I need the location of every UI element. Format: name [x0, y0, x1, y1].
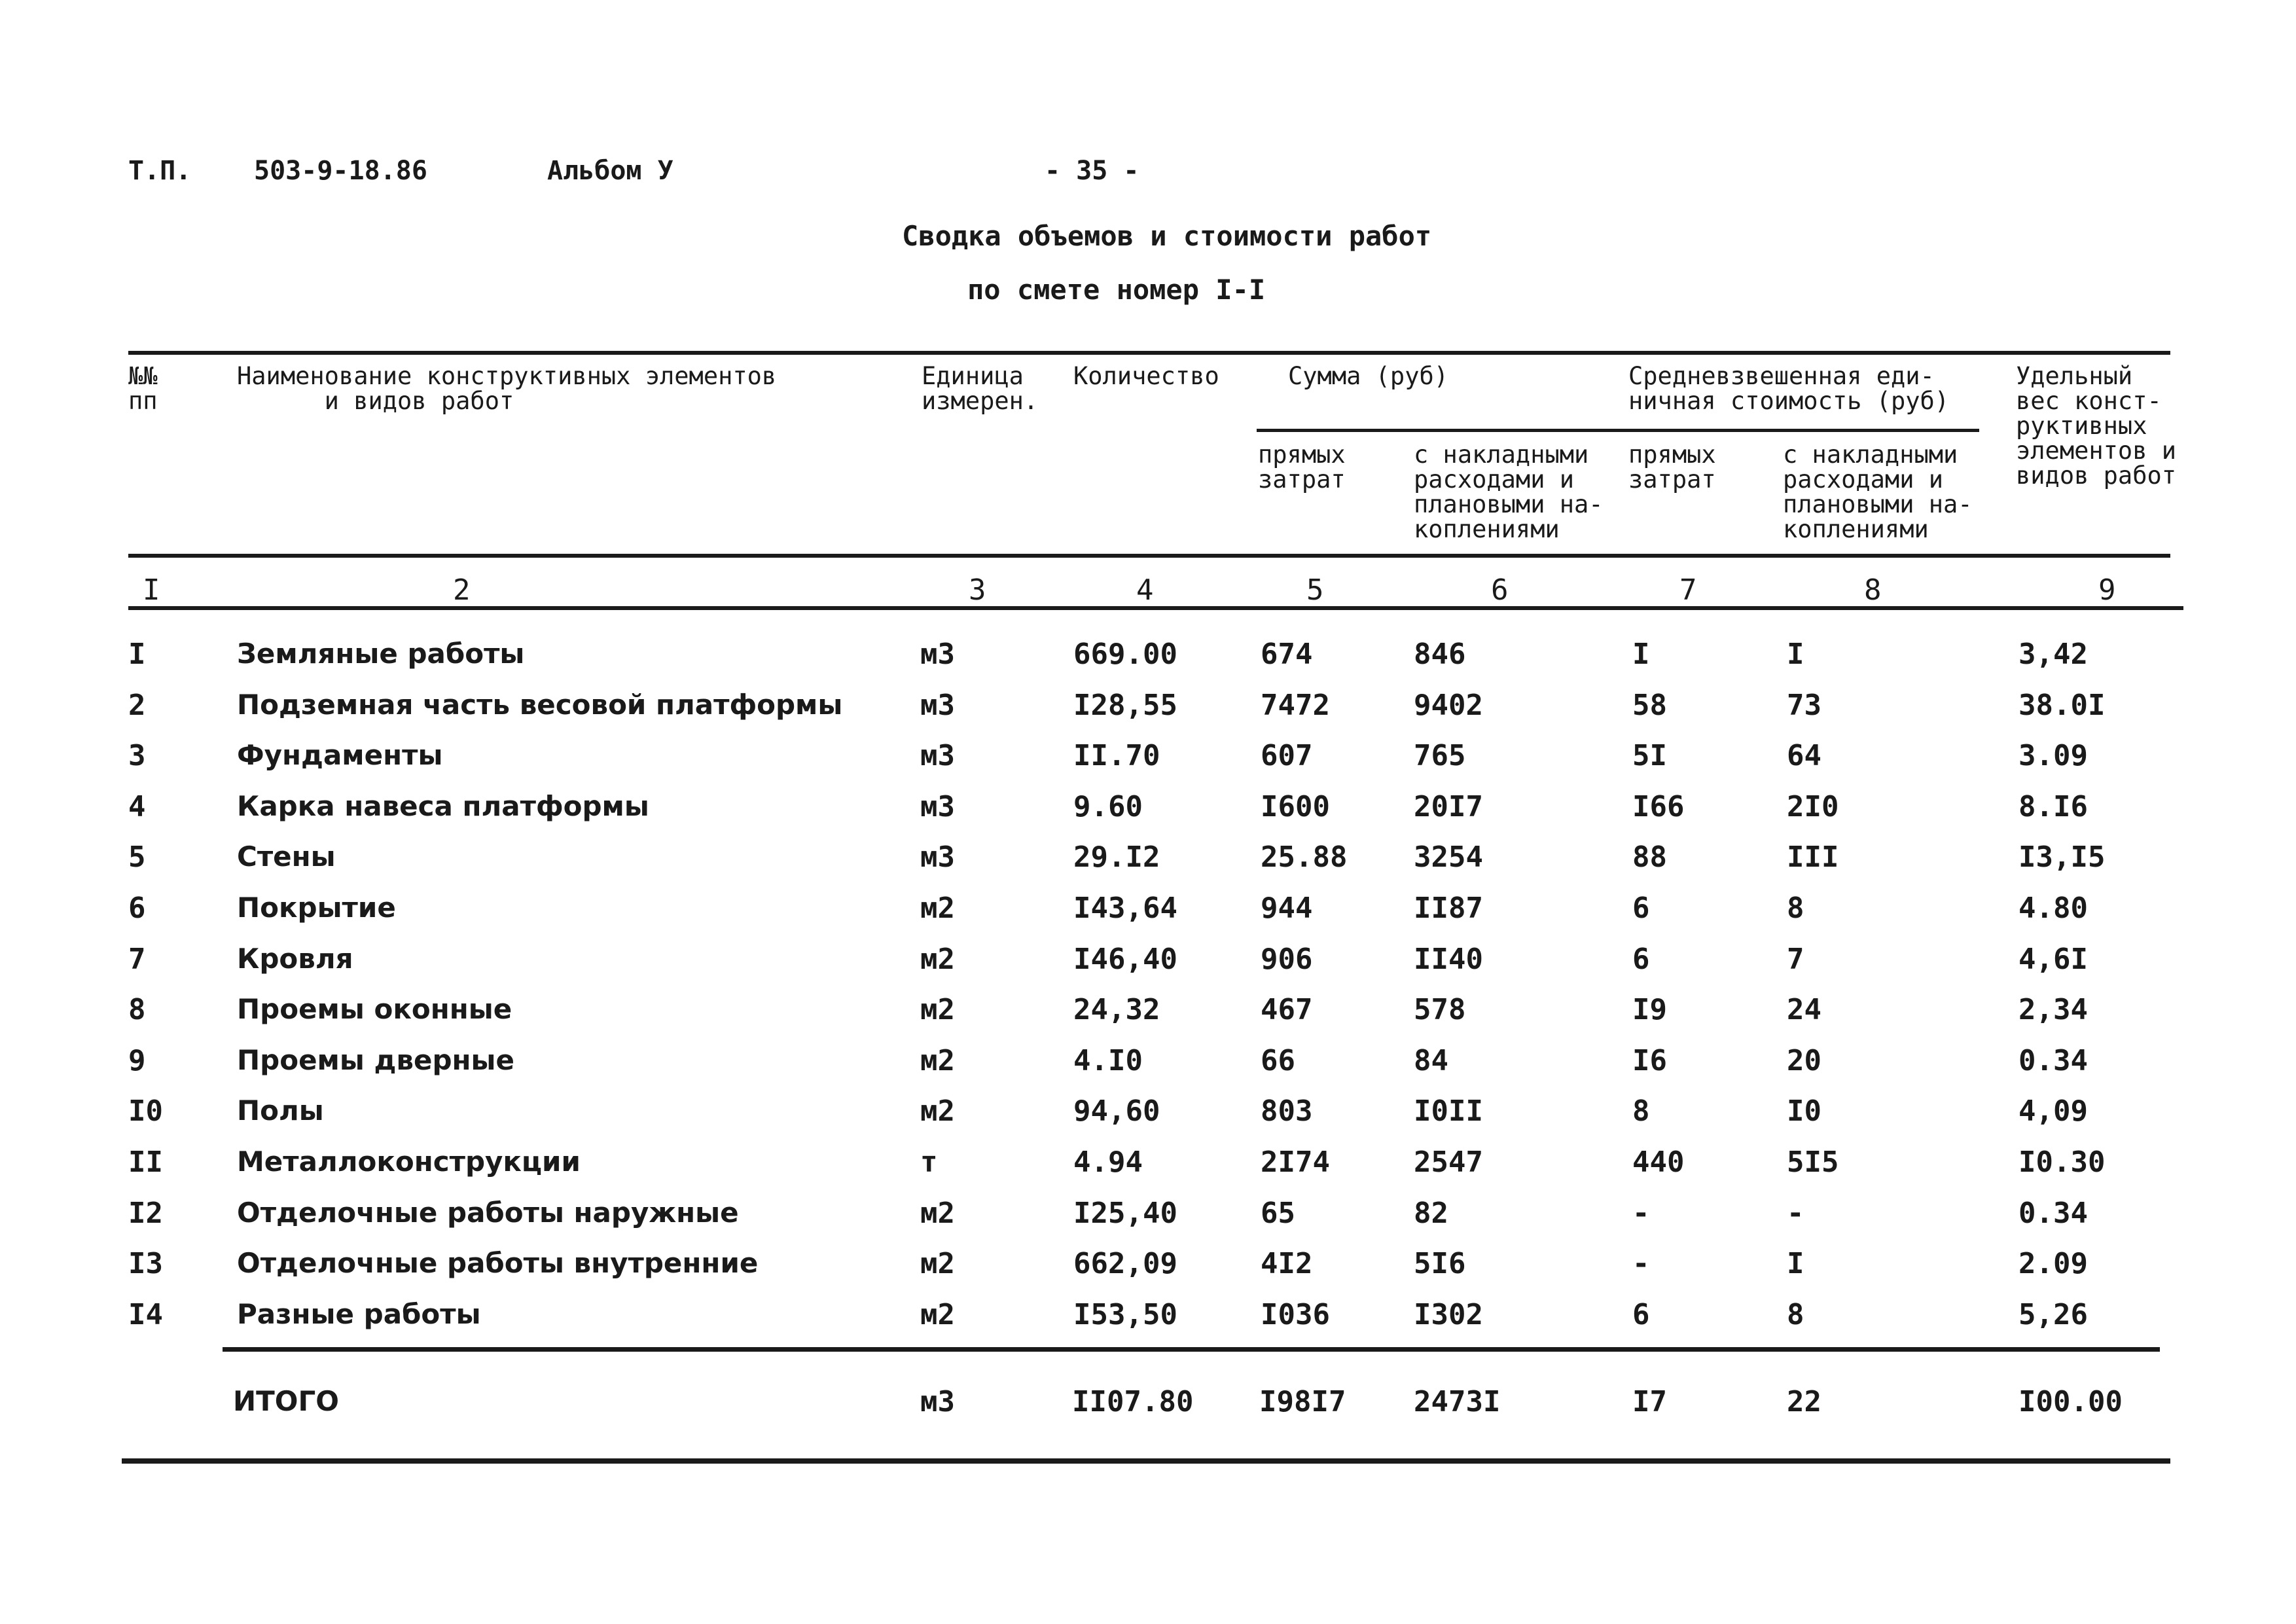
row-sum-overhead: 9402 — [1414, 689, 1483, 722]
row-avg-overhead: 73 — [1787, 689, 1821, 722]
row-sum-direct: 674 — [1261, 638, 1313, 671]
col-header-name: Наименование конструктивных элементов и видов работ — [237, 362, 777, 415]
row-avg-overhead: 7 — [1787, 943, 1804, 976]
row-sum-direct: 66 — [1261, 1044, 1295, 1077]
col-header-avg: Средневзвешенная еди- ничная стоимость (руб) — [1628, 362, 1950, 415]
row-name: Фундаменты — [237, 739, 443, 771]
row-weight: 3.09 — [2018, 739, 2088, 772]
row-qty: 94,60 — [1073, 1094, 1160, 1128]
row-avg-overhead: 8 — [1787, 1298, 1804, 1331]
row-avg-overhead: III — [1787, 840, 1839, 874]
col-header-qty: Количество — [1073, 362, 1219, 390]
row-sum-overhead: 846 — [1414, 638, 1466, 671]
row-qty: 662,09 — [1073, 1247, 1177, 1280]
row-number: 2 — [128, 689, 146, 722]
row-weight: 2,34 — [2018, 993, 2088, 1026]
row-number: 5 — [128, 840, 146, 874]
row-avg-overhead: I — [1787, 1247, 1804, 1280]
col-number-6: 6 — [1491, 573, 1509, 607]
row-qty: 9.60 — [1073, 790, 1143, 823]
row-sum-overhead: II87 — [1414, 892, 1483, 925]
col-header-sum: Сумма (руб) — [1288, 362, 1449, 390]
row-avg-overhead: - — [1787, 1197, 1804, 1230]
row-sum-overhead: I0II — [1414, 1094, 1483, 1128]
row-qty: I28,55 — [1073, 689, 1177, 722]
row-avg-direct: - — [1632, 1197, 1650, 1230]
row-sum-direct: 65 — [1261, 1197, 1295, 1230]
row-name: Металлоконструкции — [237, 1146, 581, 1178]
row-number: I4 — [128, 1298, 163, 1331]
row-weight: 4,09 — [2018, 1094, 2088, 1128]
row-name: Земляные работы — [237, 638, 525, 670]
row-qty: I25,40 — [1073, 1197, 1177, 1230]
row-sum-overhead: 5I6 — [1414, 1247, 1466, 1280]
col-header-num: №№ пп — [128, 362, 158, 415]
row-unit: м2 — [920, 1197, 955, 1230]
row-unit: м3 — [920, 739, 955, 772]
col-header-unit: Единица измерен. — [922, 362, 1039, 415]
row-weight: 4,6I — [2018, 943, 2088, 976]
row-unit: м3 — [920, 689, 955, 722]
col-number-1: I — [143, 573, 160, 607]
row-weight: 8.I6 — [2018, 790, 2088, 823]
total-avg-direct: I7 — [1632, 1385, 1667, 1418]
col-header-avg-direct: прямых затрат — [1628, 441, 1716, 494]
row-avg-overhead: 5I5 — [1787, 1146, 1839, 1179]
row-unit: м2 — [920, 993, 955, 1026]
sum-group-rule — [1257, 429, 1979, 432]
row-number: 9 — [128, 1044, 146, 1077]
total-weight: I00.00 — [2018, 1385, 2123, 1418]
row-weight: 2.09 — [2018, 1247, 2088, 1280]
row-number: 6 — [128, 892, 146, 925]
total-separator-rule — [223, 1347, 2160, 1352]
row-name: Карка навеса платформы — [237, 790, 649, 822]
row-avg-direct: 440 — [1632, 1146, 1685, 1179]
row-avg-direct: I6 — [1632, 1044, 1667, 1077]
row-sum-overhead: 2547 — [1414, 1146, 1483, 1179]
total-avg-overhead: 22 — [1787, 1385, 1821, 1418]
row-qty: 24,32 — [1073, 993, 1160, 1026]
row-sum-direct: I600 — [1261, 790, 1330, 823]
col-number-4: 4 — [1136, 573, 1154, 607]
total-sum-overhead: 2473I — [1414, 1385, 1501, 1418]
row-avg-direct: 5I — [1632, 739, 1667, 772]
row-avg-direct: 88 — [1632, 840, 1667, 874]
row-sum-overhead: 82 — [1414, 1197, 1448, 1230]
row-weight: 38.0I — [2018, 689, 2106, 722]
row-sum-direct: 25.88 — [1261, 840, 1348, 874]
row-number: I3 — [128, 1247, 163, 1280]
row-avg-direct: 6 — [1632, 892, 1650, 925]
row-number: 4 — [128, 790, 146, 823]
total-sum-direct: I98I7 — [1259, 1385, 1346, 1418]
row-unit: м2 — [920, 1247, 955, 1280]
col-number-2: 2 — [453, 573, 471, 607]
row-sum-direct: 803 — [1261, 1094, 1313, 1128]
table-bottom-rule — [122, 1458, 2170, 1464]
total-unit: м3 — [920, 1385, 955, 1418]
row-avg-overhead: I — [1787, 638, 1804, 671]
col-number-3: 3 — [969, 573, 986, 607]
row-sum-overhead: 578 — [1414, 993, 1466, 1026]
row-number: I — [128, 638, 146, 671]
row-unit: т — [920, 1146, 938, 1179]
row-number: 8 — [128, 993, 146, 1026]
row-name: Стены — [237, 840, 336, 873]
col-header-sum-overhead: с накладными расходами и плановыми на- коплениями — [1414, 441, 1604, 543]
row-qty: II.70 — [1073, 739, 1160, 772]
row-sum-overhead: 3254 — [1414, 840, 1483, 874]
row-name: Отделочные работы наружные — [237, 1197, 739, 1229]
row-avg-overhead: 24 — [1787, 993, 1821, 1026]
row-name: Кровля — [237, 943, 353, 975]
col-number-7: 7 — [1679, 573, 1697, 607]
row-unit: м2 — [920, 892, 955, 925]
col-number-8: 8 — [1864, 573, 1882, 607]
row-avg-direct: I9 — [1632, 993, 1667, 1026]
row-sum-direct: 607 — [1261, 739, 1313, 772]
col-header-weight: Удельный вес конст- руктивных элементов и видов работ — [2016, 362, 2177, 490]
row-qty: I46,40 — [1073, 943, 1177, 976]
row-weight: I0.30 — [2018, 1146, 2106, 1179]
row-unit: м2 — [920, 1094, 955, 1128]
row-sum-overhead: I302 — [1414, 1298, 1483, 1331]
row-sum-overhead: 20I7 — [1414, 790, 1483, 823]
col-header-sum-direct: прямых затрат — [1258, 441, 1346, 494]
row-qty: 4.94 — [1073, 1146, 1143, 1179]
table-title: Сводка объемов и стоимости работ — [902, 220, 1432, 252]
row-sum-direct: 7472 — [1261, 689, 1330, 722]
row-unit: м2 — [920, 1044, 955, 1077]
row-name: Отделочные работы внутренние — [237, 1247, 759, 1279]
row-avg-direct: I66 — [1632, 790, 1685, 823]
row-avg-direct: 6 — [1632, 1298, 1650, 1331]
row-number: I2 — [128, 1197, 163, 1230]
row-sum-direct: 944 — [1261, 892, 1313, 925]
row-weight: 3,42 — [2018, 638, 2088, 671]
row-sum-overhead: 765 — [1414, 739, 1466, 772]
row-name: Покрытие — [237, 892, 396, 924]
row-avg-direct: - — [1632, 1247, 1650, 1280]
row-unit: м2 — [920, 943, 955, 976]
col-number-5: 5 — [1306, 573, 1324, 607]
row-avg-direct: I — [1632, 638, 1650, 671]
row-unit: м3 — [920, 840, 955, 874]
col-header-avg-overhead: с накладными расходами и плановыми на- коплениями — [1783, 441, 1973, 543]
row-qty: I43,64 — [1073, 892, 1177, 925]
row-number: II — [128, 1146, 163, 1179]
row-weight: 0.34 — [2018, 1197, 2088, 1230]
row-avg-direct: 58 — [1632, 689, 1667, 722]
total-label: ИТОГО — [233, 1385, 339, 1417]
row-avg-overhead: 64 — [1787, 739, 1821, 772]
total-qty: II07.80 — [1072, 1385, 1194, 1418]
row-weight: 5,26 — [2018, 1298, 2088, 1331]
doc-code: 503-9-18.86 — [254, 156, 427, 186]
row-unit: м3 — [920, 790, 955, 823]
row-sum-overhead: 84 — [1414, 1044, 1448, 1077]
row-name: Подземная часть весовой платформы — [237, 689, 843, 721]
row-avg-direct: 6 — [1632, 943, 1650, 976]
row-name: Проемы оконные — [237, 993, 512, 1025]
row-avg-overhead: 8 — [1787, 892, 1804, 925]
row-weight: 4.80 — [2018, 892, 2088, 925]
row-avg-overhead: 20 — [1787, 1044, 1821, 1077]
row-sum-direct: I036 — [1261, 1298, 1330, 1331]
table-top-rule — [128, 351, 2170, 355]
page-number: - 35 - — [1045, 156, 1139, 186]
header-bottom-rule — [128, 554, 2170, 558]
row-avg-overhead: I0 — [1787, 1094, 1821, 1128]
row-sum-direct: 906 — [1261, 943, 1313, 976]
row-weight: 0.34 — [2018, 1044, 2088, 1077]
row-avg-overhead: 2I0 — [1787, 790, 1839, 823]
row-weight: I3,I5 — [2018, 840, 2106, 874]
row-qty: 669.00 — [1073, 638, 1177, 671]
row-number: I0 — [128, 1094, 163, 1128]
row-number: 3 — [128, 739, 146, 772]
row-sum-direct: 4I2 — [1261, 1247, 1313, 1280]
row-avg-direct: 8 — [1632, 1094, 1650, 1128]
row-name: Полы — [237, 1094, 324, 1127]
row-name: Проемы дверные — [237, 1044, 515, 1076]
col-number-9: 9 — [2098, 573, 2116, 607]
row-qty: I53,50 — [1073, 1298, 1177, 1331]
row-number: 7 — [128, 943, 146, 976]
row-name: Разные работы — [237, 1298, 481, 1330]
row-sum-direct: 467 — [1261, 993, 1313, 1026]
row-sum-overhead: II40 — [1414, 943, 1483, 976]
album-label: Альбом У — [547, 156, 673, 186]
row-qty: 4.I0 — [1073, 1044, 1143, 1077]
doc-series: Т.П. — [128, 156, 192, 186]
row-unit: м3 — [920, 638, 955, 671]
row-unit: м2 — [920, 1298, 955, 1331]
table-subtitle: по смете номер I-I — [967, 274, 1266, 306]
row-qty: 29.I2 — [1073, 840, 1160, 874]
row-sum-direct: 2I74 — [1261, 1146, 1330, 1179]
